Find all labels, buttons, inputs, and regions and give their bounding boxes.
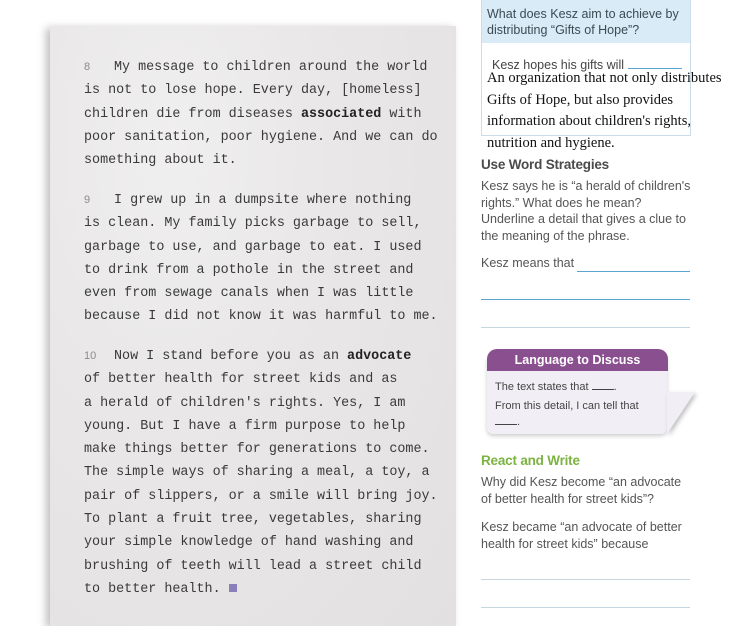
paragraph-line: The simple ways of sharing a meal, a toy, a bbox=[84, 465, 430, 481]
paragraph-line: My message to children around the world bbox=[114, 60, 428, 75]
react-and-write-title: React and Write bbox=[481, 453, 580, 468]
paragraph-8 bbox=[84, 56, 444, 172]
end-of-story-mark-icon bbox=[229, 584, 237, 592]
paragraph-line: even from sewage canals when I was little bbox=[84, 286, 414, 302]
word-strategies-text: Kesz says he is “a herald of children's rights.” What does he mean? Underline a detail that gives a clue to the meaning of the phrase. bbox=[481, 179, 691, 243]
answer-line[interactable] bbox=[481, 327, 690, 328]
answer-text-field[interactable]: An organization that not only distributes Gifts of Hope, but also provides information about children's rights, nutrition and hygiene. bbox=[487, 70, 722, 151]
paragraph-9 bbox=[84, 189, 444, 329]
paragraph-line: poor sanitation, poor hygiene. And we can do bbox=[84, 129, 438, 145]
paragraph-line: your simple knowledge of hand washing and bbox=[84, 535, 414, 551]
paragraph-line: of better health for street kids and as bbox=[84, 372, 398, 388]
ltd-blank[interactable] bbox=[495, 415, 517, 425]
answer-line[interactable] bbox=[481, 607, 690, 608]
paragraph-line: make things better for generations to come. bbox=[84, 442, 430, 458]
react-and-write-prompt: Kesz became “an advocate of better health for street kids” because bbox=[481, 520, 682, 551]
question-text: What does Kesz aim to achieve by distributing “Gifts of Hope”? bbox=[482, 0, 690, 43]
paragraph-line: I grew up in a dumpsite where nothing bbox=[114, 193, 412, 208]
paragraph-line: brushing of teeth will lead a street child bbox=[84, 558, 422, 574]
paragraph-10 bbox=[84, 345, 444, 601]
paragraph-line: Now I stand before you as an bbox=[114, 349, 348, 364]
paragraph-line: to better health. bbox=[84, 581, 221, 597]
paragraph-number: 9 bbox=[84, 194, 91, 206]
ltd-line-2: From this detail, I can tell that bbox=[495, 400, 639, 412]
answer-line[interactable] bbox=[481, 579, 690, 580]
paragraph-line: young. But I have a firm purpose to help bbox=[84, 418, 406, 434]
language-to-discuss-title: Language to Discuss bbox=[487, 349, 668, 371]
word-strategies-title: Use Word Strategies bbox=[481, 157, 609, 172]
paragraph-line: is clean. My family picks garbage to sell, bbox=[84, 216, 422, 232]
paragraph-line: pair of slippers, or a smile will bring joy. bbox=[84, 488, 438, 504]
ltd-line-1: The text states that . bbox=[495, 381, 617, 393]
word-strategies-prompt: Kesz means that bbox=[481, 256, 575, 270]
vocab-word-associated[interactable]: associated bbox=[300, 106, 382, 122]
answer-line[interactable] bbox=[481, 299, 690, 300]
card-fold bbox=[667, 392, 695, 434]
react-and-write-question: Why did Kesz become “an advocate of better health for street kids”? bbox=[481, 475, 682, 506]
paragraph-line: with bbox=[381, 106, 422, 122]
word-strategies-blank[interactable] bbox=[577, 271, 690, 272]
answer-prompt: Kesz hopes his gifts will bbox=[492, 56, 682, 72]
vocab-word-advocate[interactable]: advocate bbox=[347, 349, 412, 364]
paragraph-line: garbage to use, and garbage to eat. I used bbox=[84, 239, 422, 255]
paragraph-line: because I did not know it was harmful to me. bbox=[84, 309, 438, 325]
paragraph-number: 10 bbox=[84, 350, 97, 362]
paragraph-line: is not to lose hope. Every day, [homeless] bbox=[84, 83, 422, 99]
ltd-blank[interactable] bbox=[592, 380, 614, 390]
ltd-line-3: . bbox=[495, 413, 665, 432]
paragraph-number: 8 bbox=[84, 61, 91, 73]
paragraph-line: to drink from a pothole in the street and bbox=[84, 262, 414, 278]
paragraph-line: To plant a fruit tree, vegetables, sharing bbox=[84, 512, 422, 528]
paragraph-line: something about it. bbox=[84, 153, 237, 169]
paragraph-line: a herald of children's rights. Yes, I am bbox=[84, 395, 406, 411]
paragraph-line: children die from diseases bbox=[84, 106, 301, 122]
story-page bbox=[50, 26, 456, 626]
